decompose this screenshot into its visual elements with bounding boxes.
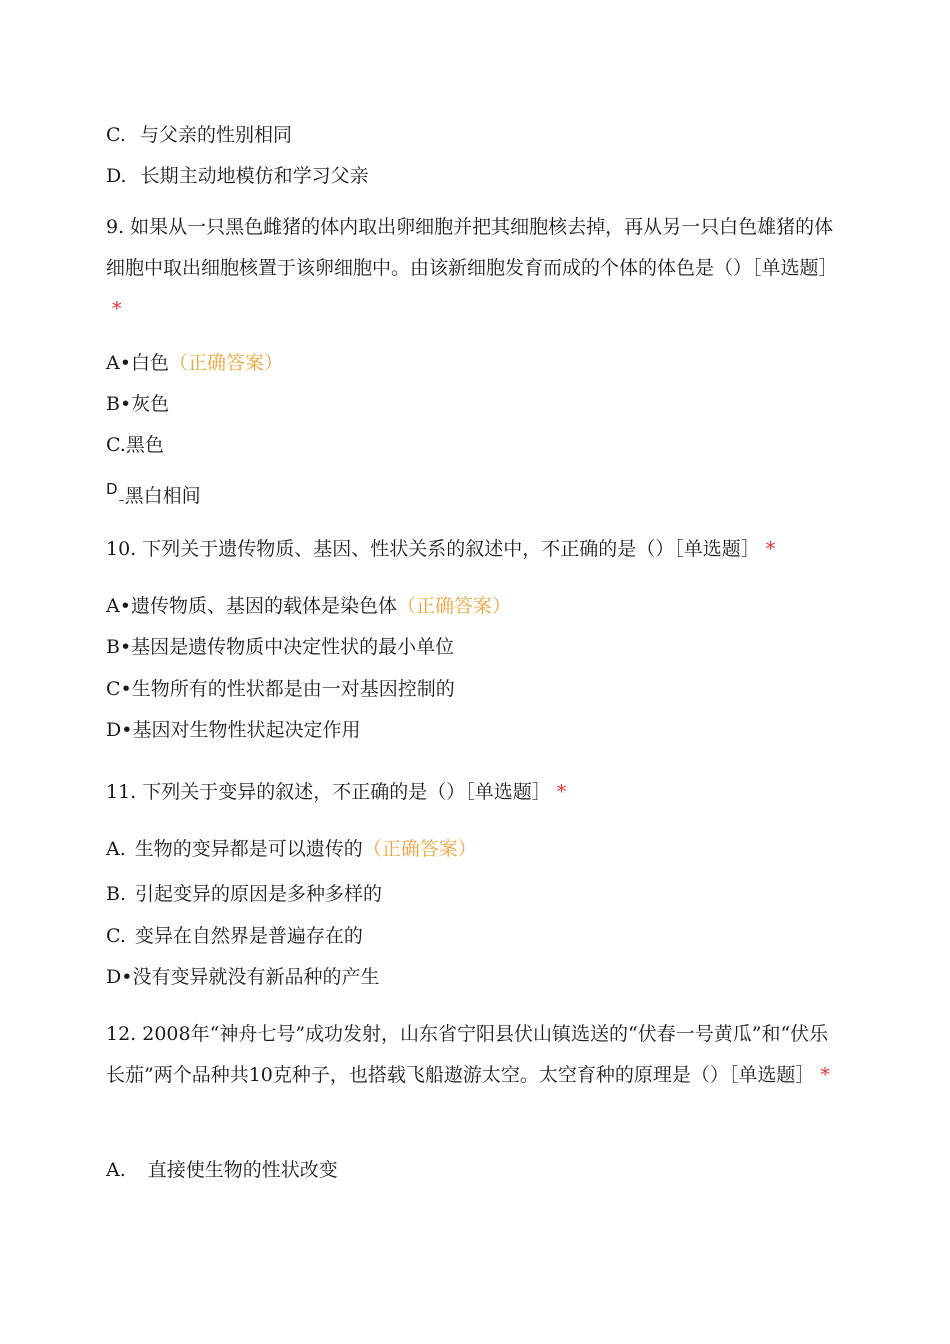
question-text: 9. 如果从一只黑色雌猪的体内取出卵细胞并把其细胞核去掉，再从另一只白色雄猪的体细胞中取出细胞核置于该卵细胞中。由该新细胞发育而成的个体的体色是（）［单选题］: [106, 216, 838, 279]
required-marker: *: [556, 781, 567, 803]
option-text: 遗传物质、基因的载体是染色体: [130, 595, 397, 617]
q9-option-a[interactable]: [106, 351, 283, 375]
option-prefix: B•: [106, 393, 132, 415]
q10-option-d[interactable]: [106, 718, 360, 742]
option-text: 没有变异就没有新品种的产生: [132, 966, 380, 988]
option-text: 基因对生物性状起决定作用: [132, 719, 361, 741]
q11-question: [106, 780, 566, 804]
q10-option-b[interactable]: [106, 635, 454, 659]
question-text: 12. 2008年“神舟七号”成功发射，山东省宁阳县伏山镇选送的“伏春一号黄瓜”和“伏乐长茄”两个品种共10克种子，也搭载飞船遨游太空。太空育种的原理是（）［单选题］: [106, 1023, 829, 1086]
q10-option-c[interactable]: [106, 677, 455, 701]
option-prefix: A•: [106, 595, 131, 617]
option-prefix: B•: [106, 636, 132, 658]
option-text: 黑色: [125, 434, 164, 456]
option-prefix: D•: [106, 719, 133, 741]
q10-question: [106, 537, 775, 561]
option-prefix: B.: [106, 883, 127, 905]
option-text: 白色: [130, 352, 169, 374]
option-prefix: D.: [106, 165, 127, 187]
correct-answer-label: （正确答案）: [362, 838, 477, 860]
q9-question: [106, 207, 846, 330]
option-text: 引起变异的原因是多种多样的: [135, 883, 383, 905]
q8-option-c[interactable]: [106, 123, 292, 147]
q10-option-a[interactable]: [106, 594, 511, 618]
q9-option-d[interactable]: [106, 477, 201, 512]
q8-option-d[interactable]: [106, 164, 369, 188]
q11-option-d[interactable]: [106, 965, 379, 989]
option-text: 生物的变异都是可以遗传的: [134, 838, 363, 860]
q12-question: [106, 1014, 846, 1096]
option-prefix: C.: [106, 124, 126, 146]
q12-option-a[interactable]: [106, 1158, 338, 1182]
correct-answer-label: （正确答案）: [168, 352, 283, 374]
option-prefix: D•: [106, 966, 133, 988]
question-text: 11. 下列关于变异的叙述，不正确的是（）［单选题］: [106, 781, 551, 803]
option-prefix: C.: [106, 925, 126, 947]
option-text: 直接使生物的性状改变: [147, 1159, 338, 1181]
q11-option-a[interactable]: [106, 837, 477, 861]
q11-option-b[interactable]: [106, 882, 382, 906]
required-marker: *: [820, 1064, 830, 1086]
option-text: 基因是遗传物质中决定性状的最小单位: [131, 636, 455, 658]
correct-answer-label: （正确答案）: [396, 595, 511, 617]
q11-option-c[interactable]: [106, 924, 363, 948]
option-text: 生物所有的性状都是由一对基因控制的: [131, 678, 455, 700]
option-prefix: C.: [106, 434, 126, 456]
option-prefix: C•: [106, 678, 132, 700]
q9-option-b[interactable]: [106, 392, 169, 416]
option-text: 变异在自然界是普遍存在的: [134, 925, 363, 947]
option-dash: –: [118, 493, 125, 507]
question-text: 10. 下列关于遗传物质、基因、性状关系的叙述中，不正确的是（）［单选题］: [106, 538, 760, 560]
option-text: 灰色: [131, 393, 170, 415]
option-prefix: A•: [106, 352, 131, 374]
option-text: 长期主动地模仿和学习父亲: [140, 165, 369, 187]
q9-option-c[interactable]: [106, 433, 164, 457]
option-text: 黑白相间: [124, 485, 201, 507]
option-prefix: D: [106, 480, 118, 498]
required-marker: *: [112, 298, 122, 320]
option-text: 与父亲的性别相同: [139, 124, 292, 146]
required-marker: *: [765, 538, 776, 560]
option-prefix: A.: [106, 1159, 126, 1181]
option-prefix: A.: [106, 838, 126, 860]
